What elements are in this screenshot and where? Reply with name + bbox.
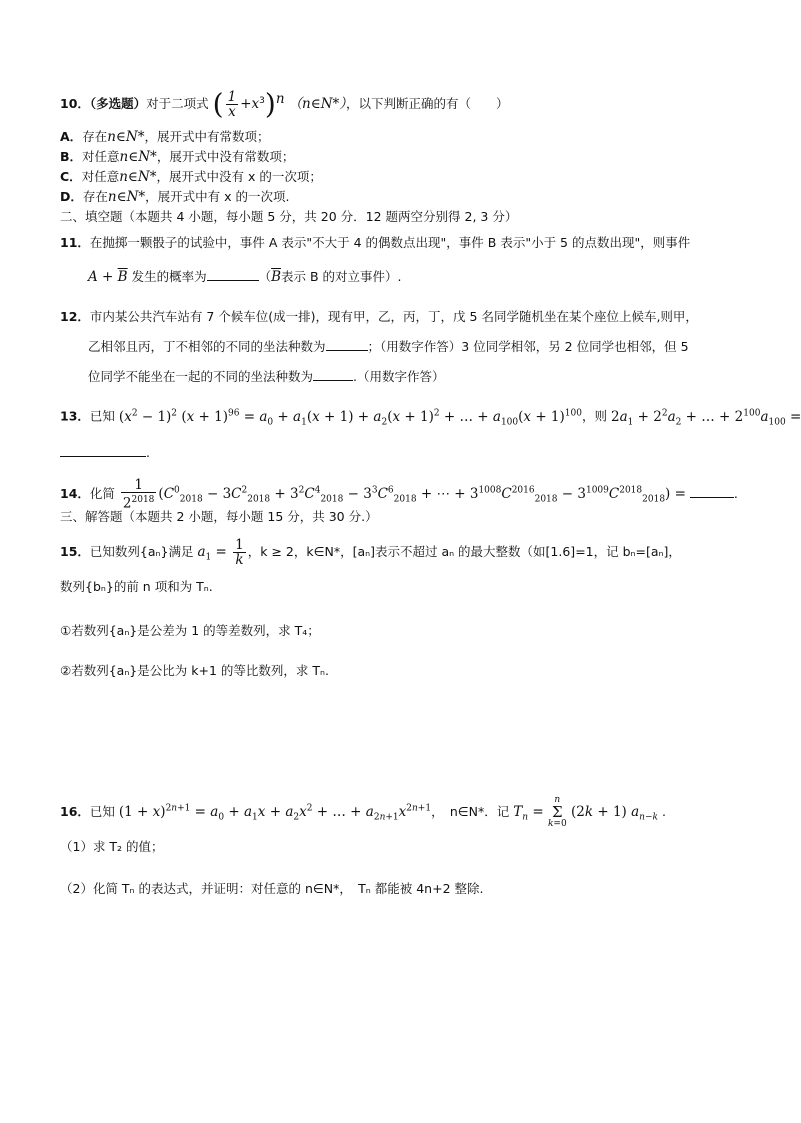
answer-blank[interactable] (60, 444, 146, 457)
section-3-heading: 三、解答题（本题共 2 小题，每小题 15 分，共 30 分.） (60, 509, 378, 524)
q14-fraction: $\frac{1}{2^{2018}}$ (122, 477, 155, 512)
q15-line-1: 15．已知数列{aₙ}满足 $a_1$ = $\frac{1}{k}$ ，k ≥ 2，k∈N*，[aₙ]表示不超过 aₙ 的最大整数（如[1.6]=1，记 bₙ=[aₙ]， (60, 537, 681, 568)
q10-fraction: $\frac{1}{x}$ (227, 89, 237, 121)
q11-line-1: 11．在抛掷一颗骰子的试验中，事件 A 表示"不大于 4 的偶数点出现"，事件 B 表示"小于 5 的点数出现"，则事件 (60, 235, 691, 250)
q14-expression: ($C^0_{2018} - 3C^2_{2018} + 3^2C^4_{2018} - 3^3C^6_{2018}$ + ⋯ + $3^{1008}C^{2016}_{2018} - 3^{1009}C^{2018}_{2018}$) = (158, 485, 686, 505)
q12-line-3: 位同学不能坐在一起的不同的坐法种数为 .（用数字作答） (88, 369, 445, 384)
q16-line-1: 16．已知 $(1 + x)^{2n+1} = a_0 + a_1x + a_2x^2$ + … + $a_{2n+1}x^{2n+1}$， n∈N*．记 $T_n = n$ Σ k=0 (2k + 1) $a_{n-k}$ . (60, 795, 666, 829)
q14-line: 14．化简 $\frac{1}{2^{2018}}$ ($C^0_{2018} - 3C^2_{2018} + 3^2C^4_{2018} - 3^3C^6_{2018}$ + ⋯ + $3^{1008}C^{2016}_{2018} - 3^{1009}C^{2018}_{2018}$) = . (60, 477, 738, 512)
q13-line-2: . (60, 444, 150, 462)
answer-blank[interactable] (326, 338, 368, 351)
q13-equation: $(x^2 - 1)^2$ $(x + 1)^{96} = a_0 + a_1(x + 1) + a_2(x + 1)^2$ + … + $a_{100}(x + 1)^{100}$ (118, 408, 582, 428)
q16-equation: $(1 + x)^{2n+1} = a_0 + a_1x + a_2x^2$ + … + $a_{2n+1}x^{2n+1}$ (118, 803, 432, 823)
q12-line-1: 12．市内某公共汽车站有 7 个候车位(成一排)，现有甲，乙，丙，丁，戊 5 名同学随机坐在某个座位上候车,则甲， (60, 309, 698, 324)
q16-part-1: （1）求 T₂ 的值； (60, 839, 164, 854)
q15-part-2: ②若数列{aₙ}是公比为 k+1 的等比数列，求 Tₙ. (60, 663, 329, 678)
q15-line-2: 数列{bₙ}的前 n 项和为 Tₙ. (60, 579, 213, 594)
q15-fraction: $\frac{1}{k}$ (235, 537, 244, 568)
q16-sum: $T_n = n$ Σ k=0 (2k + 1) $a_{n-k}$ (513, 795, 658, 829)
q16-part-2: （2）化简 Tₙ 的表达式，并证明：对任意的 n∈N*， Tₙ 都能被 4n+2 整除. (60, 881, 484, 896)
q15-part-1: ①若数列{aₙ}是公差为 1 的等差数列，求 T₄； (60, 623, 320, 638)
q13-target: $2a_1 + 2^2a_2$ + … + $2^{100}a_{100}$ = (610, 408, 801, 428)
answer-blank[interactable] (207, 268, 259, 281)
q10-option-c: C．对任意n∈N*，展开式中没有 x 的一次项； (60, 169, 322, 185)
q13-line-1: 13．已知 $(x^2 - 1)^2$ $(x + 1)^{96} = a_0 + a_1(x + 1) + a_2(x + 1)^2$ + … + $a_{100}(x + 1)^{100}$，则 $2a_1 + 2^2a_2$ + … + $2^{100}a_{100}$ = (60, 408, 801, 428)
q11-line-2: $A + \overline{B}$ 发生的概率为 （$\overline{B}$表示 B 的对立事件）. (88, 269, 402, 285)
answer-blank[interactable] (313, 368, 353, 381)
q12-line-2: 乙相邻且丙，丁不相邻的不同的坐法种数为 ；（用数字作答）3 位同学相邻，另 2 位同学也相邻，但 5 (88, 339, 689, 354)
q10-option-a: A．存在n∈N*，展开式中有常数项； (60, 129, 270, 145)
answer-blank[interactable] (690, 485, 734, 498)
q10-option-b: B．对任意n∈N*，展开式中没有常数项； (60, 149, 295, 165)
q10-option-d: D．存在n∈N*，展开式中有 x 的一次项. (60, 189, 290, 205)
q10-stem: 10．（多选题）对于二项式 ( $\frac{1}{x}$ $+x^3)^n$ （n∈N*），以下判断正确的有（ ） (60, 87, 509, 121)
section-2-heading: 二、填空题（本题共 4 小题，每小题 5 分，共 20 分．12 题两空分别得 2, 3 分） (60, 209, 518, 224)
